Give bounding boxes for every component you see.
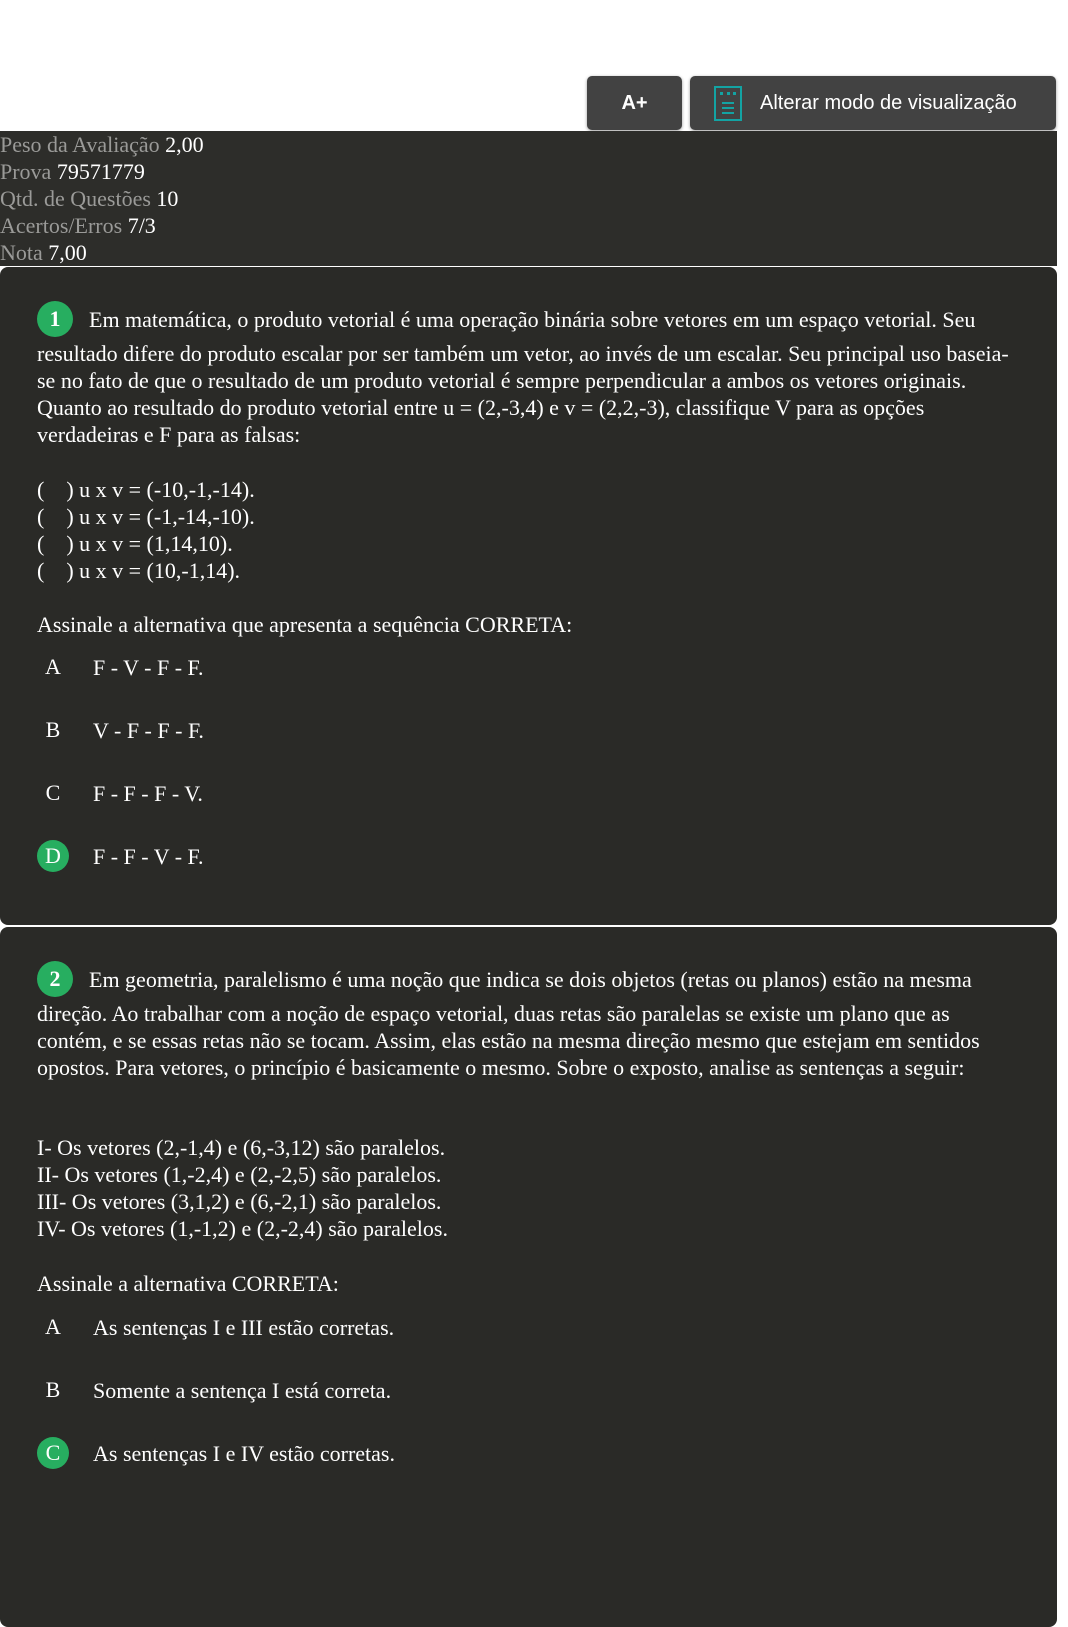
font-increase-button[interactable]: A+ <box>587 76 682 130</box>
option-b[interactable] <box>37 714 204 746</box>
option-letter: C <box>45 780 61 805</box>
info-row <box>0 185 1057 212</box>
option-c[interactable] <box>37 777 203 809</box>
info-value: 10 <box>156 186 179 211</box>
option-c-selected[interactable] <box>37 1437 395 1469</box>
option-letter: B <box>45 1377 61 1402</box>
option-a[interactable] <box>37 651 204 683</box>
question-card <box>0 267 1057 925</box>
question-number-badge: 1 <box>37 301 73 337</box>
question-prompt: Assinale a alternativa CORRETA: <box>37 1271 339 1296</box>
statement-item: IV- Os vetores (1,-1,2) e (2,-2,4) são paralelos. <box>37 1216 448 1241</box>
statement-item: ( ) u x v = (-1,-14,-10). <box>37 504 255 529</box>
info-row <box>0 212 1057 239</box>
option-text: V - F - F - F. <box>93 717 204 743</box>
option-letter: B <box>45 717 61 742</box>
info-row <box>0 239 1057 266</box>
option-text: F - V - F - F. <box>93 654 204 680</box>
statement-item: ( ) u x v = (-10,-1,-14). <box>37 477 255 502</box>
view-mode-button[interactable] <box>690 76 1056 130</box>
question-statement <box>37 304 1017 448</box>
question-statement <box>37 964 1017 1081</box>
option-d-selected[interactable] <box>37 840 204 872</box>
info-label: Acertos/Erros <box>0 213 123 238</box>
option-text: As sentenças I e IV estão corretas. <box>93 1440 395 1466</box>
option-text: As sentenças I e III estão corretas. <box>93 1314 395 1340</box>
info-label: Peso da Avaliação <box>0 132 160 157</box>
statement-item: ( ) u x v = (10,-1,14). <box>37 558 241 583</box>
statement-item: ( ) u x v = (1,14,10). <box>37 531 233 556</box>
question-card <box>0 927 1057 1627</box>
info-row <box>0 131 1057 158</box>
statement-list <box>37 476 1017 584</box>
info-label: Prova <box>0 159 52 184</box>
statement-item: I- Os vetores (2,-1,4) e (6,-3,12) são paralelos. <box>37 1135 446 1160</box>
info-value: 7,00 <box>48 240 87 265</box>
question-text: Em matemática, o produto vetorial é uma operação binária sobre vetores em um espaço vetorial. Seu resultado difere do produto escalar por ser também um vetor, ao invés de um escalar. Seu principal uso baseia-se no fato de que o resultado de um produto vetorial é sempre perpendicular a ambos os vetores originais. Quanto ao resultado do produto vetorial entre u = (2,-3,4) e v = (2,2,-3), classifique V para as opções verdadeiras e F para as falsas: <box>37 307 1009 447</box>
view-mode-label: Alterar modo de visualização <box>760 91 1017 114</box>
info-row <box>0 158 1057 185</box>
info-label: Qtd. de Questões <box>0 186 151 211</box>
document-icon <box>714 86 742 121</box>
info-value: 79571779 <box>56 159 145 184</box>
option-letter: A <box>45 654 61 679</box>
option-text: Somente a sentença I está correta. <box>93 1377 392 1403</box>
statement-item: II- Os vetores (1,-2,4) e (2,-2,5) são paralelos. <box>37 1162 442 1187</box>
info-label: Nota <box>0 240 43 265</box>
option-a[interactable] <box>37 1311 394 1343</box>
option-text: F - F - V - F. <box>93 843 204 869</box>
option-text: F - F - F - V. <box>93 780 203 806</box>
info-value: 7/3 <box>127 213 156 238</box>
question-number-badge: 2 <box>37 961 73 997</box>
option-letter: D <box>37 840 69 872</box>
option-b[interactable] <box>37 1374 391 1406</box>
exam-info <box>0 131 1057 266</box>
question-prompt: Assinale a alternativa que apresenta a sequência CORRETA: <box>37 612 573 637</box>
option-letter: C <box>37 1437 69 1469</box>
info-value: 2,00 <box>165 132 204 157</box>
statement-list <box>37 1134 1017 1242</box>
option-letter: A <box>45 1314 61 1339</box>
question-text: Em geometria, paralelismo é uma noção que indica se dois objetos (retas ou planos) estão na mesma direção. Ao trabalhar com a noção de espaço vetorial, duas retas são paralelas se existe um plano que as contém, e se essas retas não se tocam. Assim, elas estão na mesma direção mesmo que estejam em sentidos opostos. Para vetores, o princípio é basicamente o mesmo. Sobre o exposto, analise as sentenças a seguir: <box>37 967 980 1080</box>
statement-item: III- Os vetores (3,1,2) e (6,-2,1) são paralelos. <box>37 1189 442 1214</box>
